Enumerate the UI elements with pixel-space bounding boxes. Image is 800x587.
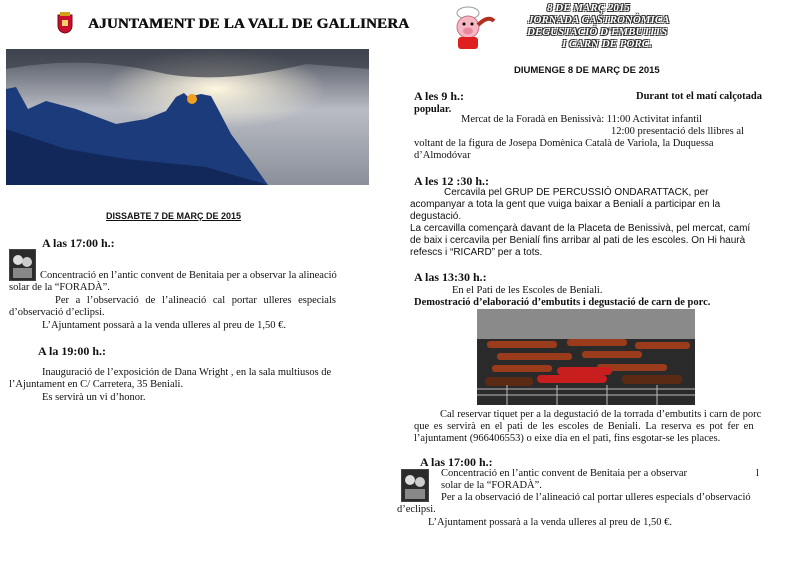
sunday-time-0900: A les 9 h.: [414,89,465,103]
event-banner-line-3: DEGUSTACIÓ D'EMBUTITS [527,26,668,38]
sunday-time-1700: A las 17:00 h.: [420,455,493,469]
sunday-0900-line-4: d’Almodóvar [414,150,471,161]
saturday-1900-line-1: Inauguració de l’exposición de Dana Wright , en la sala multiusos de [42,367,332,378]
saturday-time-1900: A la 19:00 h.: [38,344,107,358]
event-banner-line-1: 8 DE MARÇ 2015 [547,2,630,14]
sunday-1330-line-1: En el Pati de les Escoles de Beniali. [452,285,603,296]
saturday-1900-line-2: l’Ajuntament en C/ Carretera, 35 Beniali. [9,379,184,390]
sunday-time-1330: A las 13:30 h.: [414,270,487,284]
event-banner-line-4: I CARN DE PORC. [562,38,652,50]
pig-chef-mascot-icon [448,5,496,51]
eclipse-glasses-photo [9,249,36,281]
sunday-1230-line-4: La cercavilla començarà davant de la Placeta de Benissivà, pel mercat, camí [410,223,751,234]
sunday-1700-line-3: solar de la “FORADÀ”. [441,480,542,491]
sunday-1230-line-6: refescs i “RICARD” per a tots. [410,247,543,258]
saturday-1700-line-4: d’observació d’eclipsi. [9,307,105,318]
sunday-1700-line-2: l [756,468,759,479]
sunday-1700-line-5: d’eclipsi. [397,504,436,515]
sunday-1700-line-1: Concentració en l’antic convent de Benitaia per a observar [441,468,688,479]
sunday-0900-line-3: voltant de la figura de Josepa Domènica Català de Variola, la Duquessa [414,138,714,149]
grilled-sausages-photo [477,309,695,405]
saturday-1700-line-3: Per a l’observació de l’alineació cal portar ulleres especials [55,295,336,306]
saturday-1900-line-3: Es servirà un vi d’honor. [42,392,146,403]
saturday-1700-line-1: Concentració en l’antic convent de Benitaia per a observar la alineació [40,270,337,281]
sunday-1700-line-6: L’Ajuntament possarà a la venda ulleres al preu de 1,50 €. [428,517,672,528]
sunday-1700-line-4: Per a la observació de l’alineació cal portar ulleres especials d’observació [441,492,751,503]
sunday-1330-line-2: Demostració d’elaboració d’embutits i degustació de carn de porc. [414,297,711,308]
event-banner-line-2: JORNADA GASTRONÒMICA [528,14,670,26]
sunday-0900-right: Durant tot el matí calçotada [636,91,762,102]
sunday-time-1230: A les 12 :30 h.: [414,174,489,188]
saturday-1700-line-2: solar de la “FORADÀ”. [9,282,110,293]
sunday-1230-line-1: Cercavila pel GRUP DE PERCUSSIÓ ONDARATTACK, per [444,187,709,198]
sunday-date-heading: DIUMENGE 8 DE MARÇ DE 2015 [514,65,660,76]
sunday-0900-popular: popular. [414,104,452,115]
eclipse-glasses-photo-2 [401,469,429,502]
mountain-sunset-photo [6,49,369,185]
sunday-1330-after-3: l’ajuntament (966406553) o eixe dia en el pati, fins esgotar-se les places. [414,433,721,444]
sunday-1330-after-1: Cal reservar tiquet per a la degustació de la torrada d’embutits i carn de porc [440,409,762,420]
header-title: AJUNTAMENT DE LA VALL DE GALLINERA [88,16,410,32]
saturday-date-heading: DISSABTE 7 DE MARÇ DE 2015 [106,211,242,221]
sunday-0900-line-2: 12:00 presentació dels llibres al [611,126,744,137]
saturday-1700-line-5: L’Ajuntament possarà a la venda ulleres al preu de 1,50 €. [42,320,286,331]
sunday-0900-line-1: Mercat de la Foradà en Benissivà: 11:00 Activitat infantil [461,114,703,125]
sunday-1230-line-5: de baix i cercavila per Benialí fins arribar al pati de les escoles. On Hi haurà [410,235,746,246]
sunday-1230-line-2: acompanyar a tota la gent que vuiga baixar a Benialí a participar en la [410,199,721,210]
saturday-time-1700: A las 17:00 h.: [42,236,115,250]
sunday-1330-after-2: que es servirà en el pati de les escoles de Beniali. La reserva es pot fer en [414,421,754,432]
sunday-1230-line-3: degustació. [410,211,462,222]
municipal-coat-of-arms [56,12,74,34]
